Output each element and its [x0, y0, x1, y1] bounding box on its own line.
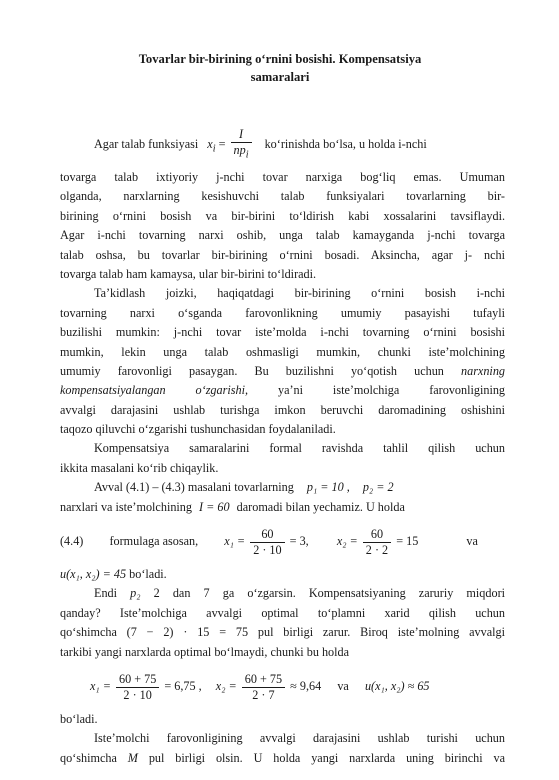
price-p2: p₂ = 2 — [362, 480, 394, 495]
text-line: olganda, narxlarning kesishuvchi talab funksiyalari tovarlarning bir- — [60, 189, 505, 204]
text-line: bo‘ladi. — [60, 711, 98, 726]
text-line: qo‘shimcha (7 − 2) · 15 = 75 pul birligi zarur. Biroq iste’molning avvalgi — [60, 625, 505, 640]
demand-xi: $x_i$ — [207, 137, 216, 155]
text-line: Kompensatsiya samaralarini formal ravishda tahlil qilish uchun — [94, 441, 505, 456]
section-title — [60, 50, 500, 86]
text-line: Avval (4.1) – (4.3) masalani tovarlarning p₁ = 10 , p₂ = 2 — [94, 480, 394, 495]
text-line: Endi p₂ 2 dan 7 ga o‘zgarsin. Kompensatsiyaning zaruriy miqdori — [94, 586, 505, 601]
demand-function-line: Agar talab funksiyasi $x_i$ = $\frac{I}{np_i}$ ko‘rinishda bo‘lsa, u holda i-nchi — [94, 127, 427, 161]
utility-value: u(x₁, x₂) = 45 — [60, 567, 127, 582]
text-line: ikkita masalani ko‘rib chiqaylik. — [60, 460, 219, 475]
text-line: tovarga talab ham kamaysa, ular bir-birini to‘ldiradi. — [60, 266, 317, 281]
text-line: mumkin, lekin unga talab oshmasligi mumkin, chunki iste’molchining — [60, 344, 505, 359]
text-line: u(x₁, x₂) = 45 bo‘ladi. — [60, 567, 167, 582]
text-line: Ta’kidlash joizki, haqiqatdagi bir-birining o‘rnini bosish i-nchi — [94, 286, 505, 301]
x2-fraction: $\frac{60}{2 \cdot 2}$ — [363, 527, 391, 558]
formula-line-2: x₁ = $\frac{60 + 75}{2 \cdot 10}$ = 6,75 , x₂ = $\frac{60 + 75}{2 \cdot 7}$ ≈ 9,64 va u(x₁, x₂) ≈ 65 — [90, 671, 430, 702]
text-line: talab oshsa, bu tovarlar bir-birining o‘rnini bosadi. Aksincha, agar j- nchi — [60, 247, 505, 262]
utility-new-value: u(x₁, x₂) ≈ 65 — [364, 678, 430, 693]
text-line: Iste’molchi farovonligining avvalgi darajasini ushlab turishi uchun — [94, 731, 505, 746]
text-line: tovarga talab ixtiyoriy j-nchi tovar narxiga bog‘liq emas. Umuman — [60, 170, 505, 184]
x2-new-fraction: $\frac{60 + 75}{2 \cdot 7}$ — [242, 672, 285, 703]
text-line: qanday? Iste’molchiga avvalgi optimal to‘plamni xarid qilish uchun — [60, 605, 505, 620]
body-text — [60, 120, 505, 768]
text-line: umumiy farovonligi pasaygan. Bu buzilishni yo‘qotish uchun narxning — [60, 363, 505, 378]
text-line: kompensatsiyalangan o‘zgarishi, ya’ni iste’molchiga farovonligining — [60, 383, 505, 398]
text-line: taqozo qiluvchi o‘zgarishi tushunchasidan foydalaniladi. — [60, 422, 336, 437]
formula-line-1: (4.4) formulaga asosan, x₁ = $\frac{60}{2 \cdot 10}$ = 3, x₂ = $\frac{60}{2 \cdot 2}$ = 15 va — [60, 526, 478, 557]
x1-new-fraction: $\frac{60 + 75}{2 \cdot 10}$ — [116, 672, 159, 703]
section-title-line-1: Tovarlar bir-birining o‘rnini bosishi. Kompensatsiya — [138, 52, 422, 66]
section-title-line-2: samaralari — [250, 70, 310, 84]
text-line: tarkibi yangi narxlarda optimal bo‘lmaydi, chunki bu holda — [60, 644, 350, 659]
price-p1: p₁ = 10 , — [306, 480, 350, 495]
text-line: birining o‘rnini bosish va bir-birini to‘ldirish kabi xossalarini tavsiflaydi. — [60, 208, 505, 223]
income-value: I = 60 — [199, 499, 230, 514]
text-line: tovarning narxi o‘sganda farovonlikning umumiy pasayishi tufayli — [60, 305, 505, 320]
text-line: qo‘shimcha M pul birligi olsin. U holda yangi narxlarda uning birinchi va — [60, 750, 505, 765]
text-line: narxlari va iste’molchining I = 60 daromadi bilan yechamiz. U holda — [60, 499, 405, 514]
demand-fraction: $\frac{I}{np_i}$ — [231, 127, 252, 162]
text-line: Agar i-nchi tovarning narxi oshib, unga talab kamayganda j-nchi tovarga — [60, 228, 505, 243]
x1-fraction: $\frac{60}{2 \cdot 10}$ — [250, 527, 284, 558]
text-line: buzilishi mumkin: j-nchi tovar iste’molda i-nchi tovarning o‘rnini bosishi — [60, 325, 505, 340]
text-line: avvalgi darajasini ushlab turishga imkon beruvchi daromadining oshishini — [60, 402, 505, 417]
